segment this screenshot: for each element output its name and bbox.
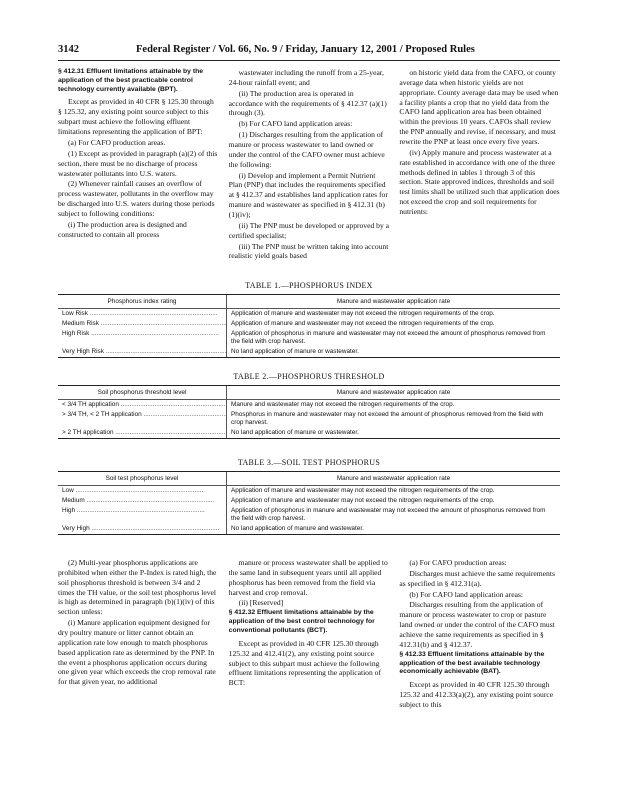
table-cell-rate: Application of phosphorus in manure and wastewater may not exceed the amount of phosphorus removed from the field with crop harvest. (231, 507, 546, 522)
table-grid (58, 385, 560, 439)
column-header: Manure and wastewater application rate (336, 298, 451, 305)
table-cell-level: > 3/4 TH, < 2 TH application ..... (58, 410, 227, 428)
table-cell-rate: Application of manure and wastewater may not exceed the nitrogen requirements of the crop. (231, 310, 495, 317)
paragraph: (iv) Apply manure and process wastewater at a rate established in accordance with one of the three methods defined in tables 1 through 3 of this section. State approved indices, thresholds and soil test limits shall be utilized such that application does not exceed the crop and soil requirements for nutrients: (399, 147, 560, 217)
table-cell-level: Very High ..... (58, 524, 227, 534)
column (399, 558, 560, 758)
table-phosphorus-index (58, 281, 560, 358)
paragraph: (i) Manure application equipment designed for dry poultry manure or litter cannot obtain an application rate low enough to match phosphorus based application rate as determined by the PNP. In the event a phosphorus application occurs during one given year which exceeds the crop removal rate for that given year, no additional (58, 618, 216, 687)
table-cell-level: Very High Risk ..... (58, 347, 227, 357)
table-cell-level: Low ..... (58, 486, 227, 496)
paragraph: (2) Multi-year phosphorus applications are prohibited when either the P-Index is rated high, the soil phosphorus threshold is between 3/4 and 2 times the TH value, or the soil test phosphorus level is high as determined in paragraph (b)(1)(iv) of this section unless: (58, 558, 217, 617)
table-cell-level: Medium Risk ..... (58, 319, 227, 329)
table-row (58, 506, 560, 524)
table-caption: TABLE 2.—PHOSPHORUS THRESHOLD (233, 372, 385, 381)
table-cell-rate: Phosphorus in manure and wastewater may not exceed the amount of phosphorus removed from the field with crop harvest. (231, 411, 544, 426)
column (229, 558, 390, 758)
table-caption: TABLE 3.—SOIL TEST PHOSPHORUS (237, 458, 381, 467)
section-heading: § 412.32 Effluent limitations attainable by the application of the best control technology for conventional pollutants (BCT). (228, 609, 375, 634)
table-cell-rate: No land application of manure or wastewater. (231, 348, 359, 355)
paragraph: Discharges resulting from the application of manure or process wastewater to crop or pasture land owned or under the control of the CAFO must achieve the same requirements as specified in § 412.31(b) and § 412.37. (399, 600, 555, 649)
table-cell-level: High ..... (58, 506, 227, 524)
table-row (58, 496, 560, 506)
paragraph: (ii) The production area is operated in accordance with the requirements of § 412.37 (a)(1) through (3). (228, 88, 387, 118)
section-heading: § 412.31 Effluent limitations attainable by the application of the best practicable control technology currently available (BPT). (58, 68, 204, 93)
table-cell-level: Low Risk ..... (58, 309, 227, 319)
paragraph: (b) For CAFO land application areas: (409, 589, 524, 599)
table-header-row (58, 295, 560, 309)
table-header-row (58, 386, 560, 400)
paragraph: (iii) The PNP must be written taking into account realistic yield goals based (228, 241, 389, 261)
table-caption: TABLE 1.—PHOSPHORUS INDEX (245, 281, 373, 290)
table-grid (58, 471, 560, 535)
table-cell-level: Medium ..... (58, 496, 227, 506)
header-rule (58, 60, 560, 61)
table-row (58, 309, 560, 319)
table-row (58, 347, 560, 357)
paragraph: (i) The production area is designed and constructed to contain all process (58, 219, 187, 239)
table-grid (58, 294, 560, 358)
table-cell-rate: No land application of manure and wastewater. (231, 525, 364, 532)
column (399, 68, 560, 274)
table-phosphorus-threshold (58, 372, 560, 439)
column (229, 68, 390, 274)
table-row (58, 319, 560, 329)
running-title: Federal Register / Vol. 66, No. 9 / Friday, January 12, 2001 / Proposed Rules (136, 44, 475, 55)
table-cell-rate: No land application of manure or wastewater. (231, 429, 359, 436)
table-soil-test-phosphorus (58, 458, 560, 535)
paragraph: (2) Whenever rainfall causes an overflow of process wastewater, pollutants in the overflow may be discharged into U.S. waters during those periods subject to following conditions: (58, 179, 215, 218)
table-cell-rate: Application of manure and wastewater may not exceed the nitrogen requirements of the crop. (231, 487, 495, 494)
page-number: 3142 (58, 44, 79, 55)
table-row (58, 329, 560, 347)
paragraph: Except as provided in 40 CFR 125.30 through 125.32 and 412.33(a)(2), any existing point source subject to this (399, 680, 554, 709)
paragraph: (1) Discharges resulting from the application of manure or process wastewater to land owned or under the control of the CAFO owner must achieve the following: (228, 130, 385, 169)
column-header: Manure and wastewater application rate (336, 475, 451, 482)
paragraph: (b) For CAFO land application areas: (238, 119, 353, 129)
page-header (58, 44, 560, 58)
column-header: Phosphorus index rating (58, 295, 227, 308)
paragraph: on historic yield data from the CAFO, or county average data when historic yields are not appropriate. County average data may be used when a facility plants a crop that no yield data from the CAFO land application area has been obtained within the previous 10 years. CAFOs shall review the PNP annually and revise, if necessary, and must rewrite the PNP at least once every five years. (399, 68, 559, 147)
paragraph: (a) For CAFO production areas: (409, 558, 507, 567)
paragraph: (a) For CAFO production areas. (68, 137, 166, 147)
table-cell-level: < 3/4 TH application ..... (58, 400, 227, 410)
table-cell-rate: Application of manure and wastewater may not exceed the nitrogen requirements of the crop. (231, 320, 495, 327)
table-row (58, 400, 560, 410)
table-row (58, 524, 560, 534)
column-header: Manure and wastewater application rate (336, 389, 451, 396)
column (58, 68, 219, 274)
table-cell-rate: Application of phosphorus in manure and wastewater may not exceed the amount of phosphorus removed from the field with crop harvest. (231, 330, 546, 345)
table-cell-level: > 2 TH application ..... (58, 428, 227, 438)
paragraph: (ii) [Reserved] (238, 598, 284, 608)
table-cell-rate: Application of manure and wastewater may not exceed the nitrogen requirements of the crop. (231, 497, 495, 504)
column-header: Soil test phosphorus level (58, 472, 227, 485)
top-columns (58, 68, 560, 274)
paragraph: (i) Develop and implement a Permit Nutrient Plan (PNP) that includes the requirements specified at § 412.37 and establishes land application rates for manure and wastewater as specified in § 412.31 (b)(1)(iv); (228, 170, 388, 220)
paragraph: (ii) The PNP must be developed or approved by a certified specialist; (228, 220, 390, 240)
paragraph: wastewater including the runoff from a 25-year, 24-hour rainfall event; and (228, 68, 384, 87)
table-cell-level: High Risk ..... (58, 329, 227, 347)
table-row (58, 486, 560, 496)
paragraph: (1) Except as provided in paragraph (a)(2) of this section, there must be no discharge of process wastewater pollutants into U.S. waters. (58, 148, 218, 178)
paragraph: Except as provided in 40 CFR § 125.30 through § 125.32, any existing point source subject to this subpart must achieve the following effluent limitations representing the application of BPT: (58, 97, 214, 137)
column (58, 558, 219, 758)
column-header: Soil phosphorus threshold level (58, 386, 227, 399)
paragraph: Except as provided in 40 CFR 125.30 through 125.32 and 412.41(2), any existing point source subject to this subpart must achieve the following effluent limitations representing the application of BCT: (228, 638, 381, 688)
paragraph: Discharges must achieve the same requirements as specified in § 412.31(a). (399, 568, 555, 588)
bottom-columns (58, 558, 560, 758)
table-cell-rate: Manure and wastewater may not exceed the nitrogen requirements of the crop. (231, 401, 455, 408)
table-row (58, 428, 560, 438)
table-header-row (58, 472, 560, 486)
table-row (58, 410, 560, 428)
section-heading: § 412.33 Effluent limitations attainable by the application of the best available technology economically achievable (BAT). (399, 650, 545, 676)
paragraph: manure or process wastewater shall be applied to the same land in subsequent years until all applied phosphorus has been removed from the field via harvest and crop removal. (228, 558, 388, 597)
